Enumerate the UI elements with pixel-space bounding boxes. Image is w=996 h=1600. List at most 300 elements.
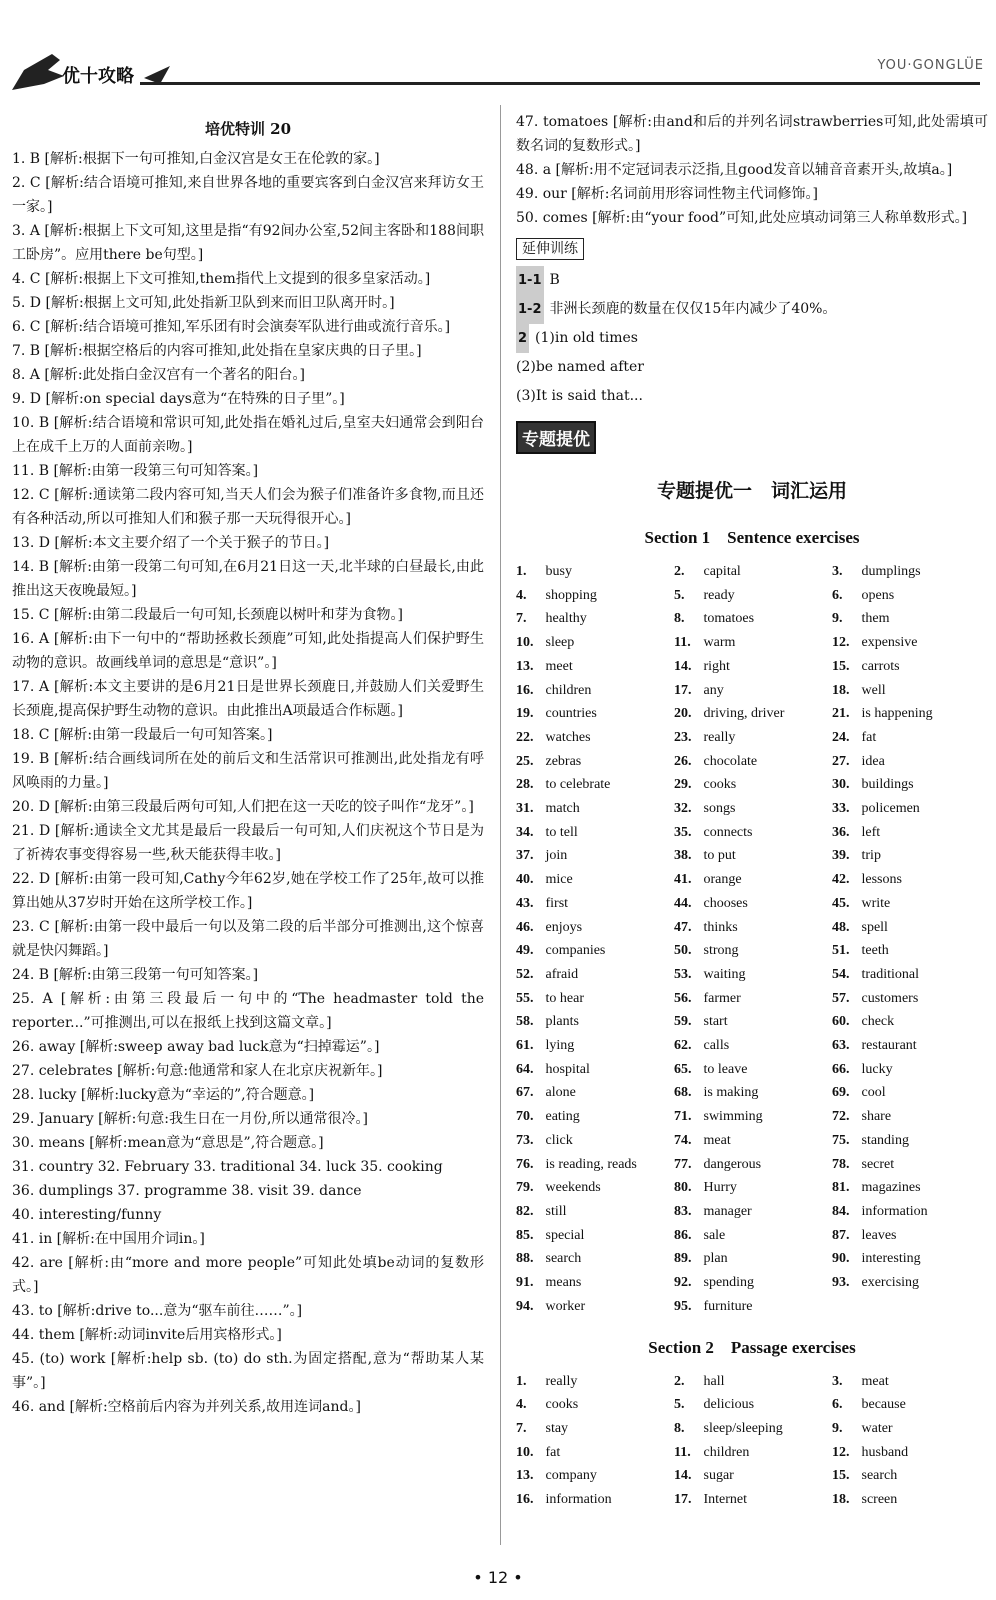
vocab-answer bbox=[516, 584, 674, 608]
vocab-number: 47. bbox=[674, 919, 692, 935]
vocab-word: plan bbox=[700, 1251, 728, 1267]
answer-item: 2. C [解析:结合语境可推知,来自世界各地的重要宾客到白金汉宫来拜访女王一家。] bbox=[12, 175, 484, 215]
vocab-word: spending bbox=[700, 1275, 755, 1291]
vocab-number: 40. bbox=[516, 872, 534, 888]
answer-item: 13. D [解析:本文主要介绍了一个关于猴子的节日。] bbox=[12, 535, 330, 551]
vocab-word: search bbox=[542, 1251, 582, 1267]
vocab-number: 12. bbox=[832, 1444, 850, 1460]
vocab-answer bbox=[516, 1224, 674, 1248]
vocab-answer bbox=[832, 1224, 990, 1248]
vocab-word: waiting bbox=[700, 966, 746, 982]
answer-item: 11. B [解析:由第一段第三句可知答案。] bbox=[12, 463, 259, 479]
vocab-answer bbox=[674, 584, 832, 608]
answer-item: 6. C [解析:结合语境可推知,军乐团有时会演奏军队进行曲或流行音乐。] bbox=[12, 319, 451, 335]
vocab-word: mice bbox=[542, 872, 573, 888]
vocab-word: meat bbox=[858, 1373, 889, 1389]
vocab-number: 37. bbox=[516, 848, 534, 864]
answer-list-continued bbox=[516, 110, 988, 230]
extension-number: 1-1 bbox=[516, 266, 544, 295]
answer-item: 46. and [解析:空格前后内容为并列关系,故用连词and。] bbox=[12, 1399, 361, 1415]
extension-text: B bbox=[549, 272, 560, 288]
vocab-word: stay bbox=[542, 1420, 569, 1436]
vocab-number: 14. bbox=[674, 658, 692, 674]
answer-item: 14. B [解析:由第一段第二句可知,在6月21日这一天,北半球的白昼最长,由此推出这天夜晚最短。] bbox=[12, 559, 484, 599]
vocab-number: 17. bbox=[674, 1492, 692, 1508]
vocab-answer bbox=[674, 631, 832, 655]
vocab-number: 41. bbox=[674, 872, 692, 888]
vocab-word: healthy bbox=[542, 611, 587, 627]
answer-item: 16. A [解析:由下一句中的“帮助拯救长颈鹿”可知,此处指提高人们保护野生动物的意识。故画线单词的意思是“意识”。] bbox=[12, 631, 484, 671]
vocab-word: information bbox=[858, 1203, 928, 1219]
vocab-word: husband bbox=[858, 1444, 909, 1460]
vocab-answer bbox=[516, 750, 674, 774]
vocab-word: secret bbox=[858, 1156, 895, 1172]
answer-item: 50. comes [解析:由“your food”可知,此处应填动词第三人称单数形式。] bbox=[516, 210, 968, 226]
vocab-number: 8. bbox=[674, 611, 685, 627]
vocab-answer bbox=[674, 797, 832, 821]
vocab-word: interesting bbox=[858, 1251, 921, 1267]
vocab-word: weekends bbox=[542, 1180, 601, 1196]
vocab-word: because bbox=[858, 1397, 906, 1413]
extension-text: (1)in old times bbox=[535, 330, 638, 346]
vocab-word: water bbox=[858, 1420, 893, 1436]
vocab-number: 87. bbox=[832, 1227, 850, 1243]
extension-text: (3)It is said that... bbox=[516, 388, 643, 404]
vocab-number: 2. bbox=[674, 564, 685, 579]
vocab-word: company bbox=[542, 1468, 597, 1484]
vocab-number: 52. bbox=[516, 966, 534, 982]
vocab-word: companies bbox=[542, 943, 606, 959]
vocab-word: sleep/sleeping bbox=[700, 1420, 783, 1436]
vocab-answer bbox=[832, 1247, 990, 1271]
answer-item: 1. B [解析:根据下一句可推知,白金汉宫是女王在伦敦的家。] bbox=[12, 151, 380, 167]
answer-item: 48. a [解析:用不定冠词表示泛指,且good发音以辅音音素开头,故填a。] bbox=[516, 162, 953, 178]
right-column bbox=[516, 110, 988, 1512]
section2-title: Section 2 Passage exercises bbox=[648, 1337, 856, 1357]
vocab-word: plants bbox=[542, 1014, 579, 1030]
vocab-answer bbox=[516, 631, 674, 655]
vocab-number: 9. bbox=[832, 1420, 843, 1436]
vocab-word: chocolate bbox=[700, 753, 758, 769]
vocab-answer bbox=[516, 607, 674, 631]
vocab-word: trip bbox=[858, 848, 881, 864]
vocab-word: lucky bbox=[858, 1061, 893, 1077]
vocab-answer bbox=[832, 1417, 990, 1441]
vocab-number: 74. bbox=[674, 1132, 692, 1148]
vocab-answer bbox=[832, 1153, 990, 1177]
vocab-answer bbox=[832, 702, 990, 726]
vocab-number: 7. bbox=[516, 1420, 527, 1436]
extension-list bbox=[516, 266, 988, 411]
vocab-answer bbox=[516, 821, 674, 845]
vocab-answer bbox=[674, 655, 832, 679]
vocab-word: cooks bbox=[700, 777, 737, 793]
vocab-number: 72. bbox=[832, 1109, 850, 1125]
special-label: 专题提优 bbox=[516, 421, 596, 454]
vocab-number: 18. bbox=[832, 682, 850, 698]
answer-item: 19. B [解析:结合画线词所在处的前后文和生活常识可推测出,此处指龙有呼风唤雨的力量。] bbox=[12, 751, 484, 791]
answer-item: 43. to [解析:drive to...意为“驱车前往……”。] bbox=[12, 1303, 303, 1319]
vocab-number: 82. bbox=[516, 1203, 534, 1219]
answer-list bbox=[12, 147, 484, 1419]
answer-item: 22. D [解析:由第一段可知,Cathy今年62岁,她在学校工作了25年,故可以推算出她从37岁时开始在这所学校工作。] bbox=[12, 871, 484, 911]
vocab-word: driving, driver bbox=[700, 706, 785, 722]
vocab-number: 33. bbox=[832, 801, 850, 817]
vocab-word: connects bbox=[700, 824, 753, 840]
vocab-number: 11. bbox=[674, 635, 691, 651]
brand-text: YOU·GONGLÜE bbox=[877, 58, 984, 73]
vocab-answer bbox=[516, 1176, 674, 1200]
vocab-answer bbox=[516, 868, 674, 892]
answer-item: 7. B [解析:根据空格后的内容可推知,此处指在皇家庆典的日子里。] bbox=[12, 343, 422, 359]
vocab-number: 48. bbox=[832, 919, 850, 935]
vocab-number: 73. bbox=[516, 1132, 534, 1148]
vocab-answer bbox=[516, 726, 674, 750]
vocab-number: 38. bbox=[674, 848, 692, 864]
vocab-answer bbox=[516, 1295, 674, 1319]
vocab-answer bbox=[674, 1176, 832, 1200]
vocab-word: sugar bbox=[700, 1468, 734, 1484]
vocab-answer bbox=[674, 1295, 832, 1319]
answer-item: 9. D [解析:on special days意为“在特殊的日子里”。] bbox=[12, 391, 345, 407]
answer-item: 36. dumplings 37. programme 38. visit 39. dance bbox=[12, 1183, 362, 1199]
vocab-answer bbox=[832, 773, 990, 797]
answer-item: 4. C [解析:根据上下文可推知,them指代上文提到的很多皇家活动。] bbox=[12, 271, 431, 287]
answer-item: 26. away [解析:sweep away bad luck意为“扫掉霉运”。] bbox=[12, 1039, 380, 1055]
vocab-word: share bbox=[858, 1109, 892, 1125]
vocab-number: 25. bbox=[516, 753, 534, 769]
vocab-answer bbox=[516, 1010, 674, 1034]
vocab-word: exercising bbox=[858, 1275, 920, 1291]
vocab-word: calls bbox=[700, 1038, 730, 1054]
vocab-number: 84. bbox=[832, 1203, 850, 1219]
vocab-answer bbox=[674, 1247, 832, 1271]
answer-item: 45. (to) work [解析:help sb. (to) do sth.为固定搭配,意为“帮助某人某事”。] bbox=[12, 1351, 484, 1391]
vocab-word: delicious bbox=[700, 1397, 755, 1413]
vocab-word: to leave bbox=[700, 1061, 748, 1077]
vocab-answer bbox=[832, 987, 990, 1011]
vocab-answer bbox=[674, 1464, 832, 1488]
vocab-answer bbox=[832, 1200, 990, 1224]
answer-item: 15. C [解析:由第二段最后一句可知,长颈鹿以树叶和芽为食物。] bbox=[12, 607, 403, 623]
vocab-number: 30. bbox=[832, 777, 850, 793]
vocab-word: to tell bbox=[542, 824, 578, 840]
vocab-answer bbox=[832, 1129, 990, 1153]
vocab-number: 53. bbox=[674, 966, 692, 982]
column-divider bbox=[500, 105, 501, 1545]
answer-item: 12. C [解析:通读第二段内容可知,当天人们会为猴子们准备许多食物,而且还有各种活动,所以可推知人们和猴子那一天玩得很开心。] bbox=[12, 487, 484, 527]
vocab-answer bbox=[832, 1010, 990, 1034]
vocab-word: restaurant bbox=[858, 1038, 917, 1054]
vocab-number: 5. bbox=[674, 1397, 685, 1413]
vocab-number: 95. bbox=[674, 1298, 692, 1314]
vocab-answer bbox=[832, 868, 990, 892]
vocab-answer bbox=[674, 844, 832, 868]
vocab-answer bbox=[516, 1129, 674, 1153]
vocab-word: right bbox=[700, 658, 730, 674]
vocab-number: 51. bbox=[832, 943, 850, 959]
vocab-word: carrots bbox=[858, 658, 900, 674]
vocab-word: dangerous bbox=[700, 1156, 762, 1172]
vocab-answer bbox=[832, 1441, 990, 1465]
vocab-word: meat bbox=[700, 1132, 731, 1148]
vocab-number: 63. bbox=[832, 1038, 850, 1054]
vocab-word: songs bbox=[700, 801, 736, 817]
vocab-answer bbox=[674, 1105, 832, 1129]
vocab-answer bbox=[832, 1271, 990, 1295]
vocab-word: is making bbox=[700, 1085, 759, 1101]
extension-item bbox=[516, 353, 988, 382]
vocab-answer bbox=[832, 963, 990, 987]
vocab-number: 2. bbox=[674, 1373, 685, 1389]
left-column bbox=[12, 110, 484, 1419]
vocab-number: 68. bbox=[674, 1085, 692, 1101]
vocab-word: opens bbox=[858, 587, 895, 603]
vocab-word: search bbox=[858, 1468, 898, 1484]
vocab-word: policemen bbox=[858, 801, 920, 817]
section2-grid bbox=[516, 1370, 988, 1512]
vocab-word: to hear bbox=[542, 990, 584, 1006]
vocab-number: 57. bbox=[832, 990, 850, 1006]
vocab-answer bbox=[516, 892, 674, 916]
vocab-answer bbox=[674, 1393, 832, 1417]
vocab-answer bbox=[832, 1058, 990, 1082]
vocab-answer bbox=[674, 1129, 832, 1153]
vocab-number: 15. bbox=[832, 1468, 850, 1484]
extension-item bbox=[516, 324, 988, 353]
extension-text: 非洲长颈鹿的数量在仅仅15年内减少了40%。 bbox=[549, 301, 837, 317]
vocab-answer bbox=[516, 916, 674, 940]
vocab-word: eating bbox=[542, 1109, 580, 1125]
vocab-word: lying bbox=[542, 1038, 575, 1054]
vocab-word: special bbox=[542, 1227, 585, 1243]
vocab-number: 62. bbox=[674, 1038, 692, 1054]
vocab-number: 88. bbox=[516, 1251, 534, 1267]
vocab-word: tomatoes bbox=[700, 611, 755, 627]
vocab-number: 29. bbox=[674, 777, 692, 793]
answer-item: 20. D [解析:由第三段最后两句可知,人们把在这一天吃的饺子叫作“龙牙”。] bbox=[12, 799, 474, 815]
vocab-word: spell bbox=[858, 919, 888, 935]
vocab-word: fat bbox=[858, 729, 877, 745]
answer-item: 29. January [解析:句意:我生日在一月份,所以通常很冷。] bbox=[12, 1111, 368, 1127]
vocab-number: 7. bbox=[516, 611, 527, 627]
vocab-answer bbox=[674, 1488, 832, 1512]
answer-item: 23. C [解析:由第一段中最后一句以及第二段的后半部分可推测出,这个惊喜就是快闪舞蹈。] bbox=[12, 919, 484, 959]
answer-item: 8. A [解析:此处指白金汉宫有一个著名的阳台。] bbox=[12, 367, 306, 383]
answer-item: 10. B [解析:结合语境和常识可知,此处指在婚礼过后,皇室夫妇通常会到阳台上在成千上万的人面前亲吻。] bbox=[12, 415, 484, 455]
vocab-word: shopping bbox=[542, 587, 597, 603]
vocab-number: 70. bbox=[516, 1109, 534, 1125]
vocab-number: 5. bbox=[674, 587, 685, 603]
extension-number: 2 bbox=[516, 324, 529, 353]
vocab-number: 56. bbox=[674, 990, 692, 1006]
vocab-number: 27. bbox=[832, 753, 850, 769]
vocab-word: match bbox=[542, 801, 580, 817]
vocab-number: 79. bbox=[516, 1180, 534, 1196]
vocab-number: 13. bbox=[516, 658, 534, 674]
vocab-word: means bbox=[542, 1275, 582, 1291]
vocab-answer bbox=[516, 1153, 674, 1177]
vocab-number: 18. bbox=[832, 1492, 850, 1508]
vocab-word: leaves bbox=[858, 1227, 897, 1243]
vocab-number: 24. bbox=[832, 729, 850, 745]
vocab-number: 16. bbox=[516, 682, 534, 698]
extension-label: 延伸训练 bbox=[516, 238, 584, 260]
vocab-answer bbox=[832, 1464, 990, 1488]
vocab-word: still bbox=[542, 1203, 567, 1219]
vocab-number: 93. bbox=[832, 1275, 850, 1291]
vocab-number: 32. bbox=[674, 801, 692, 817]
vocab-answer bbox=[832, 1370, 990, 1394]
vocab-number: 66. bbox=[832, 1061, 850, 1077]
vocab-number: 55. bbox=[516, 990, 534, 1006]
vocab-number: 15. bbox=[832, 658, 850, 674]
vocab-answer bbox=[674, 1271, 832, 1295]
vocab-number: 34. bbox=[516, 824, 534, 840]
vocab-word: really bbox=[700, 729, 736, 745]
vocab-number: 42. bbox=[832, 872, 850, 888]
vocab-answer bbox=[516, 1200, 674, 1224]
vocab-number: 69. bbox=[832, 1085, 850, 1101]
answer-item: 24. B [解析:由第三段第一句可知答案。] bbox=[12, 967, 259, 983]
vocab-answer bbox=[674, 1081, 832, 1105]
vocab-number: 21. bbox=[832, 706, 850, 722]
answer-item: 28. lucky [解析:lucky意为“幸运的”,符合题意。] bbox=[12, 1087, 315, 1103]
vocab-number: 90. bbox=[832, 1251, 850, 1267]
answer-item: 49. our [解析:名词前用形容词性物主代词修饰。] bbox=[516, 186, 818, 202]
vocab-word: Hurry bbox=[700, 1180, 737, 1196]
vocab-answer bbox=[832, 844, 990, 868]
vocab-answer bbox=[832, 607, 990, 631]
vocab-answer bbox=[516, 1105, 674, 1129]
vocab-answer bbox=[832, 797, 990, 821]
vocab-number: 83. bbox=[674, 1203, 692, 1219]
extension-text: (2)be named after bbox=[516, 359, 644, 375]
vocab-answer bbox=[674, 1153, 832, 1177]
vocab-answer bbox=[516, 655, 674, 679]
vocab-answer bbox=[516, 1081, 674, 1105]
vocab-number: 64. bbox=[516, 1061, 534, 1077]
vocab-answer bbox=[516, 1058, 674, 1082]
vocab-answer bbox=[516, 679, 674, 703]
vocab-word: farmer bbox=[700, 990, 741, 1006]
vocab-answer bbox=[674, 607, 832, 631]
vocab-number: 12. bbox=[832, 635, 850, 651]
vocab-answer bbox=[516, 963, 674, 987]
vocab-answer bbox=[516, 1441, 674, 1465]
vocab-word: swimming bbox=[700, 1109, 763, 1125]
vocab-number: 67. bbox=[516, 1085, 534, 1101]
vocab-word: manager bbox=[700, 1203, 752, 1219]
vocab-word: sale bbox=[700, 1227, 726, 1243]
section1-grid bbox=[516, 560, 988, 1319]
logo-icon bbox=[4, 40, 174, 98]
answer-item: 17. A [解析:本文主要讲的是6月21日是世界长颈鹿日,并鼓励人们关爱野生长颈鹿,提高保护野生动物的意识。由此推出A项最适合作标题。] bbox=[12, 679, 484, 719]
vocab-word: information bbox=[542, 1492, 612, 1508]
vocab-answer bbox=[674, 773, 832, 797]
vocab-answer bbox=[832, 821, 990, 845]
answer-item: 42. are [解析:由“more and more people”可知此处填be动词的复数形式。] bbox=[12, 1255, 484, 1295]
vocab-answer bbox=[674, 1058, 832, 1082]
vocab-answer bbox=[516, 773, 674, 797]
vocab-word: them bbox=[858, 611, 890, 627]
vocab-word: screen bbox=[858, 1492, 898, 1508]
vocab-answer bbox=[674, 939, 832, 963]
vocab-answer bbox=[674, 1224, 832, 1248]
vocab-answer bbox=[832, 892, 990, 916]
extension-item bbox=[516, 266, 988, 295]
vocab-answer bbox=[516, 702, 674, 726]
vocab-answer bbox=[674, 702, 832, 726]
vocab-word: left bbox=[858, 824, 881, 840]
vocab-word: expensive bbox=[858, 635, 918, 651]
vocab-number: 89. bbox=[674, 1251, 692, 1267]
vocab-answer bbox=[516, 844, 674, 868]
vocab-number: 94. bbox=[516, 1298, 534, 1314]
vocab-word: thinks bbox=[700, 919, 738, 935]
vocab-number: 76. bbox=[516, 1156, 534, 1172]
vocab-word: capital bbox=[700, 564, 741, 579]
vocab-word: dumplings bbox=[858, 564, 921, 579]
vocab-number: 19. bbox=[516, 706, 534, 722]
vocab-number: 11. bbox=[674, 1444, 691, 1460]
vocab-number: 4. bbox=[516, 1397, 527, 1413]
vocab-answer bbox=[674, 560, 832, 584]
answer-item: 27. celebrates [解析:句意:他通常和家人在北京庆祝新年。] bbox=[12, 1063, 383, 1079]
vocab-answer bbox=[674, 987, 832, 1011]
answer-item: 25. A [解析:由第三段最后一句中的“The headmaster told the reporter...”可推测出,可以在报纸上找到这篇文章。] bbox=[12, 991, 484, 1031]
vocab-answer bbox=[516, 1393, 674, 1417]
vocab-answer bbox=[832, 655, 990, 679]
vocab-word: orange bbox=[700, 872, 742, 888]
vocab-answer bbox=[832, 584, 990, 608]
vocab-number: 78. bbox=[832, 1156, 850, 1172]
answer-item: 5. D [解析:根据上文可知,此处指新卫队到来而旧卫队离开时。] bbox=[12, 295, 395, 311]
vocab-word: children bbox=[700, 1444, 750, 1460]
answer-item: 21. D [解析:通读全文尤其是最后一段最后一句可知,人们庆祝这个节日是为了祈祷农事变得容易一些,秋天能获得丰收。] bbox=[12, 823, 484, 863]
vocab-answer bbox=[674, 1010, 832, 1034]
vocab-answer bbox=[516, 1370, 674, 1394]
vocab-word: enjoys bbox=[542, 919, 583, 935]
vocab-word: any bbox=[700, 682, 724, 698]
vocab-answer bbox=[674, 963, 832, 987]
extension-item bbox=[516, 295, 988, 324]
vocab-word: is happening bbox=[858, 706, 933, 722]
vocab-number: 6. bbox=[832, 587, 843, 603]
vocab-number: 86. bbox=[674, 1227, 692, 1243]
vocab-word: ready bbox=[700, 587, 735, 603]
vocab-word: idea bbox=[858, 753, 885, 769]
vocab-answer bbox=[674, 679, 832, 703]
vocab-number: 4. bbox=[516, 587, 527, 603]
vocab-number: 81. bbox=[832, 1180, 850, 1196]
vocab-word: zebras bbox=[542, 753, 582, 769]
vocab-word: really bbox=[542, 1373, 578, 1389]
module-title: 专题提优一 词汇运用 bbox=[656, 480, 847, 502]
vocab-number: 43. bbox=[516, 895, 534, 911]
vocab-number: 35. bbox=[674, 824, 692, 840]
vocab-number: 1. bbox=[516, 1373, 527, 1389]
vocab-word: worker bbox=[542, 1298, 586, 1314]
vocab-number: 44. bbox=[674, 895, 692, 911]
vocab-number: 77. bbox=[674, 1156, 692, 1172]
vocab-number: 23. bbox=[674, 729, 692, 745]
vocab-word: cool bbox=[858, 1085, 886, 1101]
extension-number: 1-2 bbox=[516, 295, 544, 324]
vocab-number: 10. bbox=[516, 1444, 534, 1460]
answer-item: 3. A [解析:根据上下文可知,这里是指“有92间办公室,52间主客卧和188间职工卧房”。应用there be句型。] bbox=[12, 223, 484, 263]
answer-item: 18. C [解析:由第一段最后一句可知答案。] bbox=[12, 727, 273, 743]
